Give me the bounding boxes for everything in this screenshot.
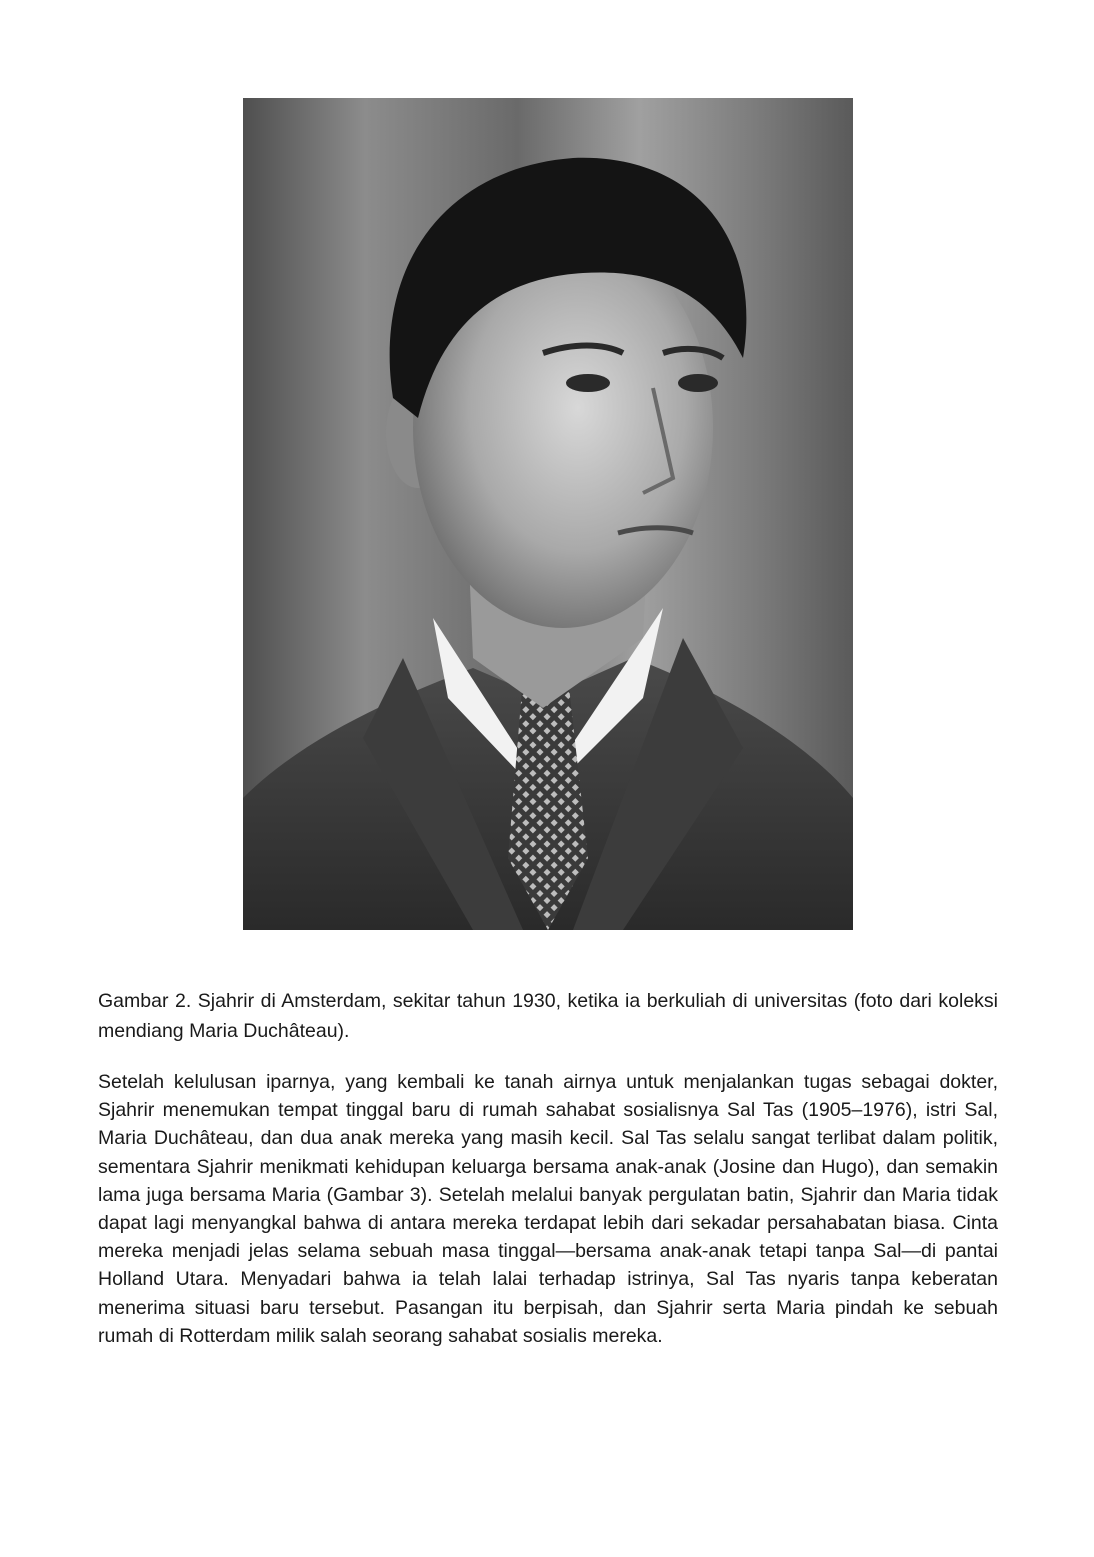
figure-caption: Gambar 2. Sjahrir di Amsterdam, sekitar tahun 1930, ketika ia berkuliah di universitas (foto dari koleksi mendiang Maria Duchâteau). (98, 990, 998, 1042)
body-paragraph: Setelah kelulusan iparnya, yang kembali ke tanah airnya untuk menjalankan tugas sebagai dokter, Sjahrir menemukan tempat tinggal baru di rumah sahabat sosialisnya Sal Tas (1905–1976), istri Sal, Maria Duchâteau, dan dua anak mereka yang masih kecil. Sal Tas selalu sangat terlibat dalam politik, sementara Sjahrir menikmati kehidupan keluarga bersama anak-anak (Josine dan Hugo), dan semakin lama juga bersama Maria (Gambar 3). Setelah melalui banyak pergulatan batin, Sjahrir dan Maria tidak dapat lagi menyangkal bahwa di antara mereka terdapat lebih dari sekadar persahabatan biasa. Cinta mereka menjadi jelas selama sebuah masa tinggal—bersama anak-anak tetapi tanpa Sal—di pantai Holland Utara. Menyadari bahwa ia telah lalai terhadap istrinya, Sal Tas nyaris tanpa keberatan menerima situasi baru tersebut. Pasangan itu berpisah, dan Sjahrir serta Maria pindah ke sebuah rumah di Rotterdam milik salah seorang sahabat sosialis mereka. (98, 1071, 998, 1347)
portrait-photo (243, 98, 853, 930)
portrait-illustration (243, 98, 853, 930)
